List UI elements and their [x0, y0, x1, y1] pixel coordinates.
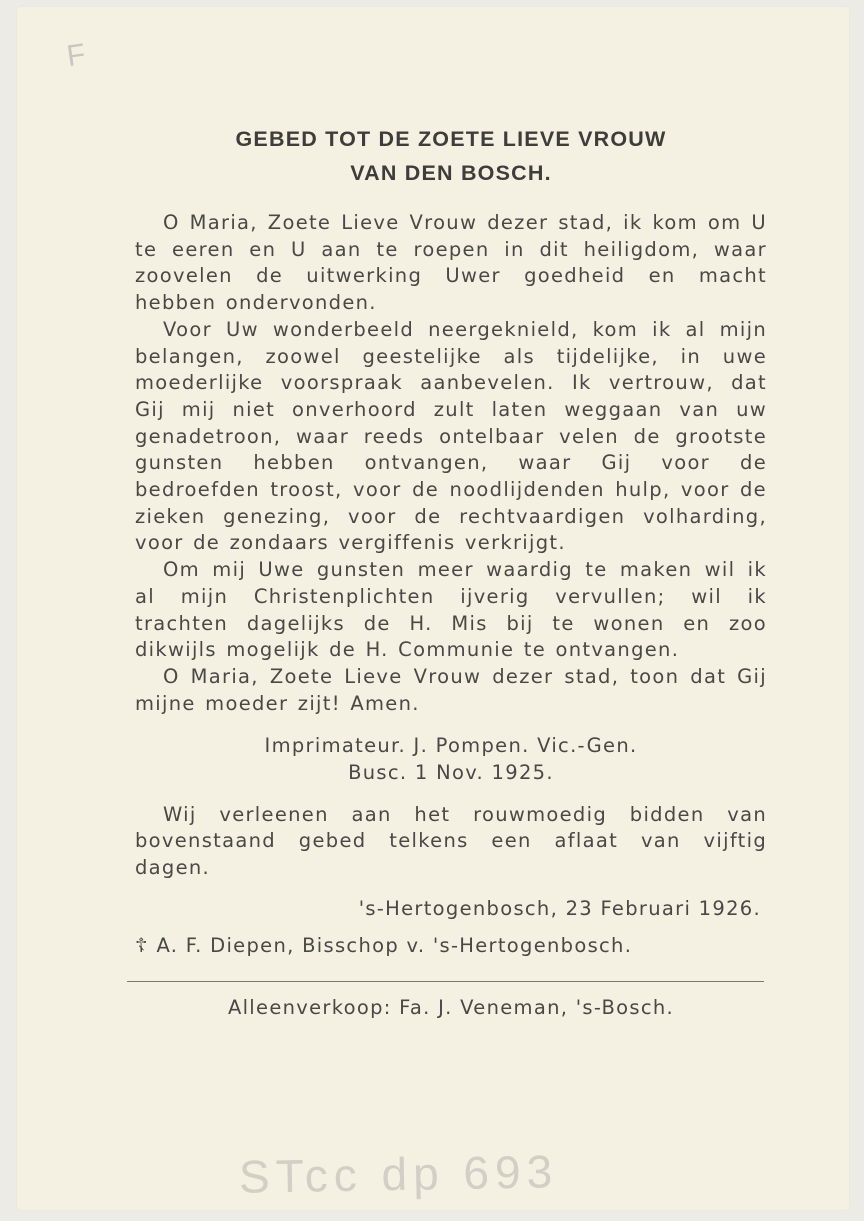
- prayer-paragraph: O Maria, Zoete Lieve Vrouw dezer stad, ik kom om U te eeren en U aan te roepen in dit heiligdom, waar zoovelen de uitwerking Uwer goedheid en macht hebben ondervonden.: [135, 211, 767, 315]
- imprimatur-date: Busc. 1 Nov. 1925.: [348, 761, 554, 785]
- imprimatur-line: Imprimateur. J. Pompen. Vic.-Gen.: [264, 734, 638, 758]
- card-content: [135, 122, 767, 1022]
- prayer-body: [135, 210, 767, 717]
- prayer-card: [17, 7, 849, 1210]
- pencil-mark: F: [64, 37, 88, 74]
- bishop-signature: [135, 933, 767, 960]
- indulgence-block: [135, 802, 767, 882]
- prayer-title: [135, 122, 767, 190]
- title-line: GEBED TOT DE ZOETE LIEVE VROUW: [235, 127, 667, 151]
- indulgence-text: Wij verleenen aan het rouwmoedig bidden van bovenstaand gebed telkens een aflaat van vijftig dagen.: [135, 802, 767, 880]
- seller-line: Alleenverkoop: Fa. J. Veneman, 's-Bosch.: [227, 996, 675, 1020]
- imprimatur: [135, 733, 767, 786]
- signature-text: A. F. Diepen, Bisschop v. 's-Hertogenbosch.: [156, 933, 633, 957]
- prayer-paragraph: Voor Uw wonderbeeld neergeknield, kom ik al mijn belangen, zoowel geestelijke als tijdelijke, in uwe moederlijke voorspraak aanbevelen. Ik vertrouw, dat Gij mij niet onverhoord zult laten weggaan van uw genadetroon, waar reeds ontelbaar velen de grootste gunsten hebben ontvangen, waar Gij voor de bedroefden troost, voor de noodlijdenden hulp, voor de zieken genezing, voor de rechtvaardigen volharding, voor de zondaars vergiffenis verkrijgt.: [135, 317, 767, 555]
- pencil-catalog-number: STcc dp 693: [238, 1145, 559, 1203]
- divider-line: [127, 981, 764, 982]
- title-line: VAN DEN BOSCH.: [350, 161, 552, 185]
- prayer-paragraph: Om mij Uwe gunsten meer waardig te maken wil ik al mijn Christenplichten ijverig vervullen; wil ik trachten dagelijks de H. Mis bij te wonen en zoo dikwijls mogelijk de H. Communie te ontvangen.: [135, 558, 767, 662]
- cross-icon: ☦: [135, 933, 149, 957]
- place-date: 's-Hertogenbosch, 23 Februari 1926.: [358, 896, 761, 920]
- prayer-paragraph: O Maria, Zoete Lieve Vrouw dezer stad, toon dat Gij mijne moeder zijt! Amen.: [135, 664, 767, 715]
